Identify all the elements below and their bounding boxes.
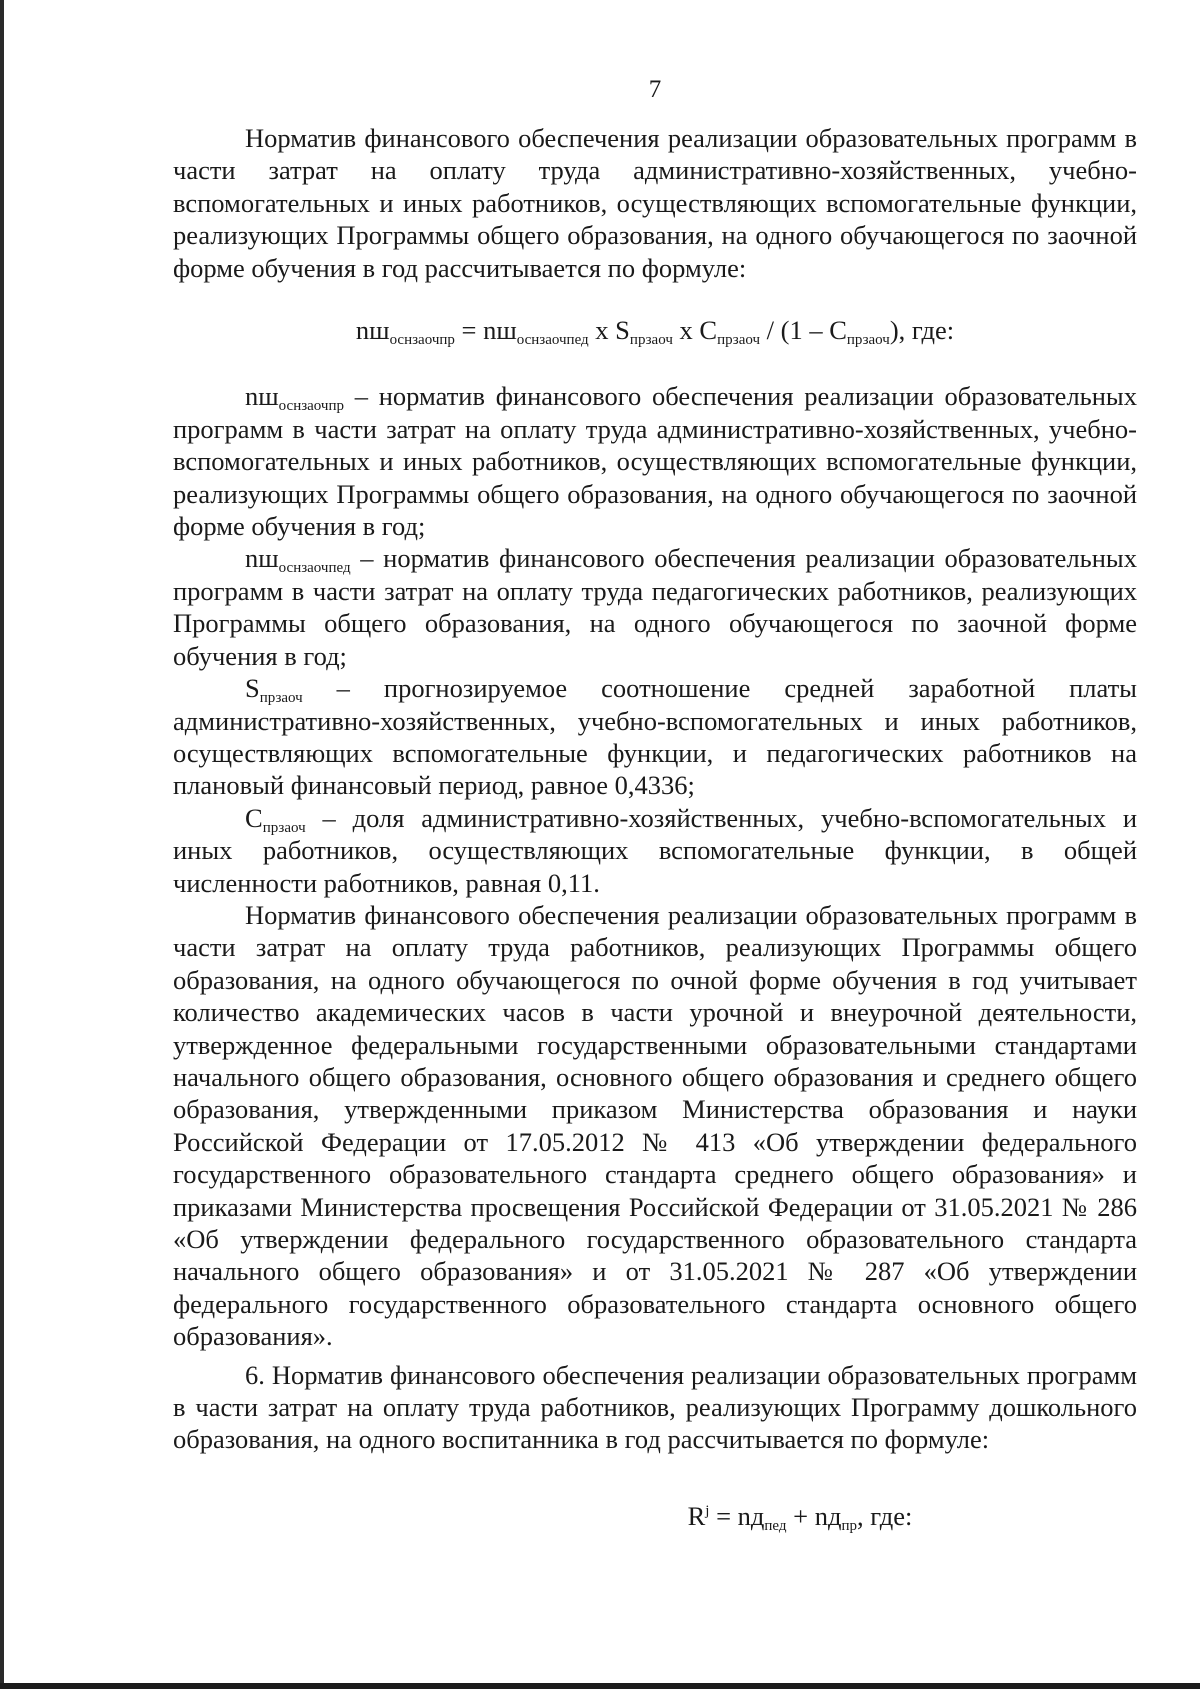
definition-text: – норматив финансового обеспечения реализации образовательных программ в части затрат на оплату труда административно-хозяйственных, учебно-вспомогательных и иных работников, осуществляющих вспомогательные функции, реализующих Программы общего образования, на одного обучающегося по заочной форме обучения в год;: [173, 381, 1137, 542]
formula-1-term1-sub: оснзаочпед: [516, 332, 589, 349]
page-number: 7: [648, 76, 662, 103]
definition-text: – норматив финансового обеспечения реализации образовательных программ в части затрат на оплату труда педагогических работников, реализующих Программы общего образования, на одного обучающегося по заочной форме обучения в год;: [173, 543, 1137, 671]
definition-symbol-sub: прзаоч: [262, 819, 306, 836]
formula-1-term4: / (1 – C: [760, 315, 847, 346]
formula-1-term3-sub: прзаоч: [717, 332, 761, 349]
formula-1-lhs-sub: оснзаочпр: [389, 332, 455, 349]
formula-1-tail: ), где:: [889, 315, 955, 346]
definition-item: [173, 672, 1137, 802]
definition-item: [173, 542, 1137, 672]
definition-symbol: [245, 381, 344, 415]
definition-text: – прогнозируемое соотношение средней заработной платы административно-хозяйственных, учебно-вспомогательных и иных работников, осуществляющих вспомогательные функции, и педагогических работников на плановый финансовый период, равное 0,4336;: [173, 673, 1137, 801]
formula-2-term2-sub: пр: [841, 1517, 857, 1534]
formula-1-term4-sub: прзаоч: [846, 332, 890, 349]
scan-edge-left: [0, 0, 4, 1689]
formula-2-lhs-sup: j: [705, 1502, 710, 1519]
definition-item: [173, 380, 1137, 542]
formula-2-term1-sub: пед: [764, 1517, 787, 1534]
definition-symbol-sub: прзаоч: [259, 690, 303, 707]
definition-symbol-base: S: [245, 673, 260, 704]
formula-1-term1: = nш: [454, 315, 517, 346]
definition-symbol-sub: оснзаочпед: [278, 560, 351, 577]
definition-symbol-base: nш: [245, 543, 279, 574]
formula-1-term2-sub: прзаоч: [629, 332, 673, 349]
formula-2-term2: + nд: [786, 1500, 842, 1531]
document-body: [173, 122, 1137, 1532]
scan-edge-bottom: [0, 1683, 1200, 1689]
definition-symbol-base: nш: [245, 381, 279, 412]
definition-symbol: [245, 802, 306, 836]
paragraph-point-6: 6. Норматив финансового обеспечения реализации образовательных программ в части затрат на оплату труда работников, реализующих Программу дошкольного образования, на одного воспитанника в год рассчитывается по формуле:: [173, 1359, 1137, 1455]
formula-1-term3: x C: [672, 315, 718, 346]
paragraph-hours: Норматив финансового обеспечения реализации образовательных программ в части затрат на оплату труда работников, реализующих Программы общего образования, на одного обучающегося по очной форме обучения в год учитывает количество академических часов в части урочной и внеурочной деятельности, утвержденное федеральными государственными образовательными стандартами начального общего образования, основного общего образования и среднего общего образования, утвержденными приказом Министерства образования и науки Российской Федерации от 17.05.2012 № 413 «Об утверждении федерального государственного образовательного стандарта среднего общего образования» и приказами Министерства просвещения Российской Федерации от 31.05.2021 № 286 «Об утверждении федерального государственного образовательного стандарта начального общего образования» и от 31.05.2021 № 287 «Об утверждении федерального государственного образовательного стандарта основного общего образования».: [173, 899, 1137, 1352]
formula-1-lhs: nш: [355, 315, 390, 346]
formula-1: [173, 314, 1137, 349]
definition-symbol-sub: оснзаочпр: [278, 398, 344, 415]
formula-2: [173, 1500, 1137, 1532]
definition-symbol: [245, 543, 351, 577]
definition-item: [173, 802, 1137, 899]
definition-symbol-base: C: [245, 802, 263, 833]
formula-2-tail: , где:: [856, 1500, 913, 1531]
definition-text: – доля административно-хозяйственных, учебно-вспомогательных и иных работников, осуществляющих вспомогательные функции, в общей численности работников, равная 0,11.: [173, 802, 1137, 898]
formula-1-term2: x S: [588, 315, 630, 346]
formula-2-term1: = nд: [709, 1500, 765, 1531]
definition-symbol: [245, 673, 303, 707]
paragraph-intro: Норматив финансового обеспечения реализации образовательных программ в части затрат на оплату труда административно-хозяйственных, учебно-вспомогательных и иных работников, осуществляющих вспомогательные функции, реализующих Программы общего образования, на одного обучающегося по заочной форме обучения в год рассчитывается по формуле:: [173, 123, 1137, 283]
formula-2-lhs: R: [687, 1500, 706, 1531]
